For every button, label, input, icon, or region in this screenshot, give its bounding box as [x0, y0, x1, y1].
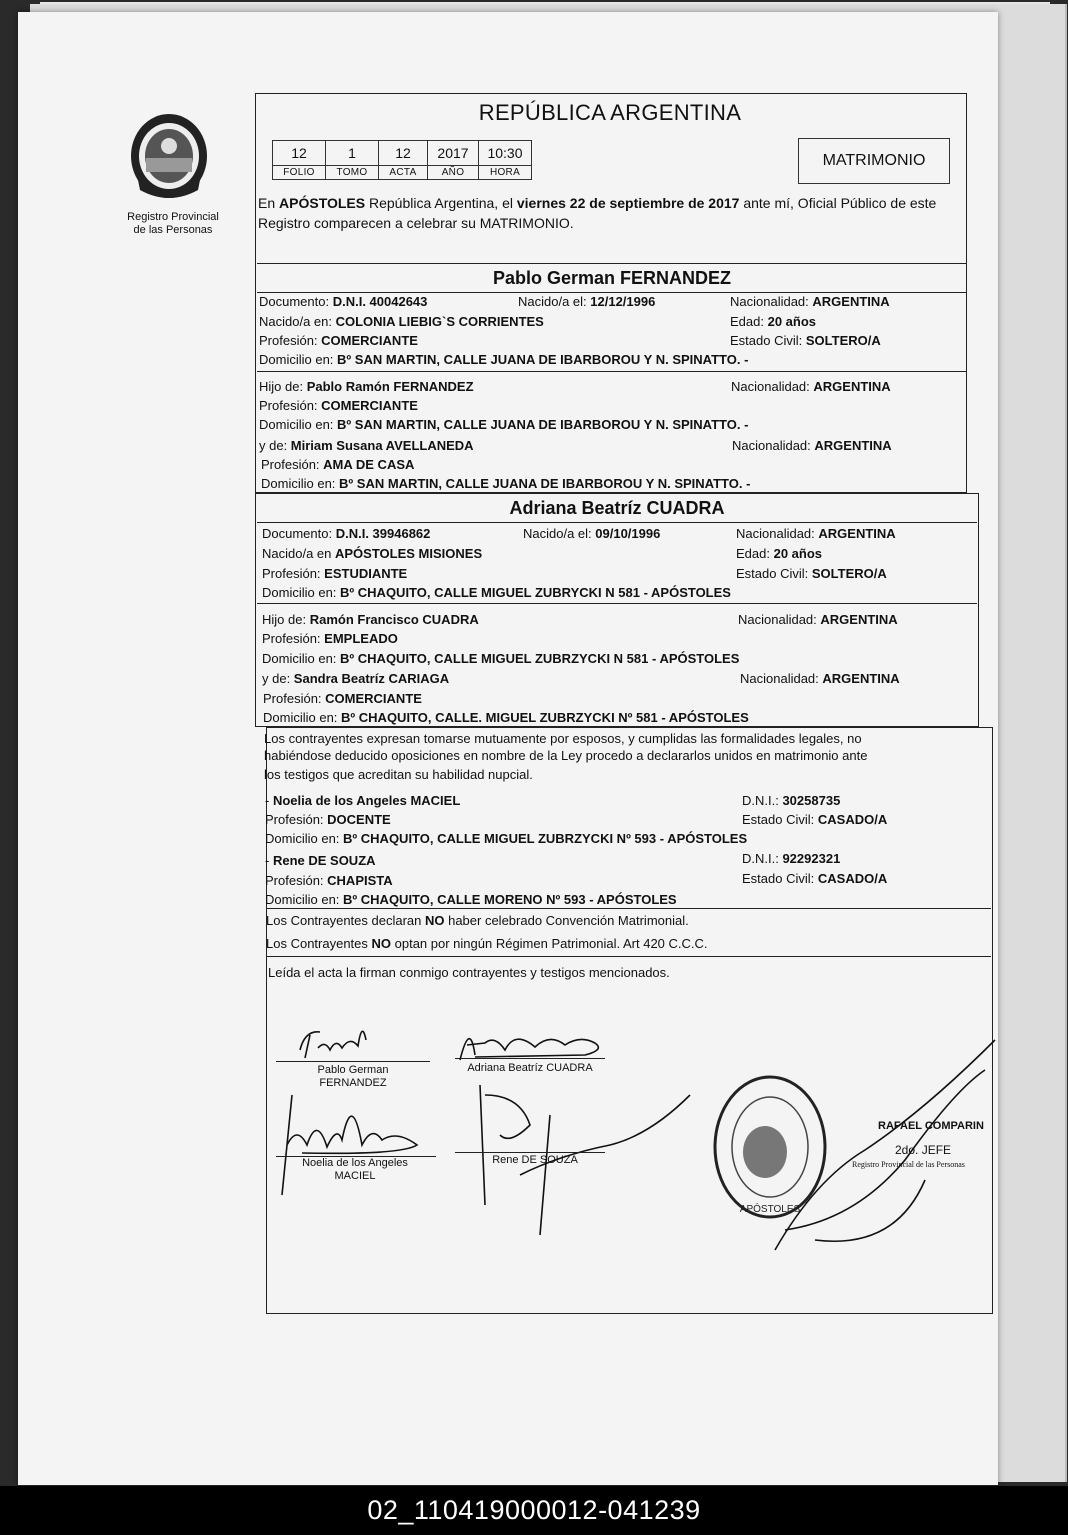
- reference-table: [272, 140, 532, 180]
- spouse1-doc: Documento: D.N.I. 40042643: [259, 294, 428, 309]
- stamp-registry: Registro Provincial de las Personas: [852, 1160, 965, 1169]
- spouse2-mother-dom: Domicilio en: Bº CHAQUITO, CALLE. MIGUEL ZUBRZYCKI Nº 581 - APÓSTOLES: [263, 710, 749, 725]
- registry-caption-line2: de las Personas: [133, 224, 213, 236]
- registry-caption-line1: Registro Provincial: [127, 211, 219, 223]
- witness1-dni: D.N.I.: 30258735: [742, 793, 841, 808]
- svg-text:APÓSTOLES: APÓSTOLES: [739, 1204, 801, 1215]
- spouse2-birthplace: Nacido/a en APÓSTOLES MISIONES: [262, 546, 483, 561]
- spouse2-mother: y de: Sandra Beatríz CARIAGA: [262, 671, 450, 686]
- spouse1-birthplace: Nacido/a en: COLONIA LIEBIG`S CORRIENTES: [259, 314, 544, 329]
- spouse1-mother-nat: Nacionalidad: ARGENTINA: [732, 438, 892, 453]
- signature-label-witness2: Rene DE SOUZA: [492, 1154, 578, 1166]
- spouse2-age: Edad: 20 años: [736, 546, 823, 561]
- witness1-prof: Profesión: DOCENTE: [265, 812, 391, 827]
- witness2-civil: Estado Civil: CASADO/A: [742, 871, 888, 886]
- spouse1-mother: y de: Miriam Susana AVELLANEDA: [259, 438, 474, 453]
- spouse2-doc: Documento: D.N.I. 39946862: [262, 526, 431, 541]
- spouse1-born: Nacido/a el: 12/12/1996: [518, 294, 656, 309]
- acta-value: 12: [379, 141, 428, 166]
- spouse2-dom: Domicilio en: Bº CHAQUITO, CALLE MIGUEL ZUBRYCKI N 581 - APÓSTOLES: [262, 585, 731, 600]
- spouse1-father: Hijo de: Pablo Ramón FERNANDEZ: [259, 379, 474, 394]
- official-signature: [755, 1030, 1005, 1270]
- registry-caption: [110, 211, 236, 237]
- tomo-label: TOMO: [326, 166, 379, 180]
- spouse1-father-dom: Domicilio en: Bº SAN MARTIN, CALLE JUANA DE IBARBOROU Y N. SPINATTO. -: [259, 417, 749, 432]
- spouse2-father-nat: Nacionalidad: ARGENTINA: [738, 612, 898, 627]
- spouse1-father-nat: Nacionalidad: ARGENTINA: [731, 379, 891, 394]
- divider: [257, 603, 977, 604]
- spouse2-nat: Nacionalidad: ARGENTINA: [736, 526, 896, 541]
- signature-witness1: [272, 1085, 432, 1205]
- act-type-box: MATRIMONIO: [798, 138, 950, 184]
- spouse1-mother-prof: Profesión: AMA DE CASA: [261, 457, 415, 472]
- convention-line2: Los Contrayentes NO optan por ningún Régimen Patrimonial. Art 420 C.C.C.: [266, 936, 708, 951]
- divider: [257, 371, 967, 372]
- witness1-name: - Noelia de los Angeles MACIEL: [265, 793, 461, 808]
- signature-line: [455, 1058, 605, 1059]
- barcode-footer: 02_110419000012-041239: [0, 1486, 1068, 1535]
- spouse2-father-prof: Profesión: EMPLEADO: [262, 631, 398, 646]
- spouse1-civil: Estado Civil: SOLTERO/A: [730, 333, 881, 348]
- signature-label-witness1: Noelia de los Angeles MACIEL: [302, 1157, 408, 1182]
- witness2-prof: Profesión: CHAPISTA: [265, 873, 393, 888]
- hora-value: 10:30: [479, 141, 532, 166]
- declaration-line2: habiéndose deducido oposiciones en nombre de la Ley procedo a declararlos unidos en matrimonio ante: [264, 748, 868, 763]
- closing-statement: Leída el acta la firman conmigo contrayentes y testigos mencionados.: [268, 965, 670, 980]
- witness2-dni: D.N.I.: 92292321: [742, 851, 841, 866]
- province-shield-logo: [128, 110, 210, 202]
- intro-paragraph: En APÓSTOLES República Argentina, el viernes 22 de septiembre de 2017 ante mí, Oficial Público de este Registro comparecen a celebrar su MATRIMONIO.: [258, 195, 937, 231]
- divider: [266, 908, 991, 909]
- spouse2-father: Hijo de: Ramón Francisco CUADRA: [262, 612, 479, 627]
- witness1-civil: Estado Civil: CASADO/A: [742, 812, 888, 827]
- convention-line1: Los Contrayentes declaran NO haber celebrado Convención Matrimonial.: [266, 913, 689, 928]
- signature-label-spouse1: Pablo German FERNANDEZ: [317, 1064, 389, 1089]
- stamp-title: 2do. JEFE: [895, 1143, 952, 1157]
- signature-line: [276, 1061, 430, 1062]
- hora-label: HORA: [479, 166, 532, 180]
- declaration-line3: los testigos que acreditan su habilidad nupcial.: [264, 767, 533, 782]
- spouse1-dom: Domicilio en: Bº SAN MARTIN, CALLE JUANA DE IBARBOROU Y N. SPINATTO. -: [259, 352, 749, 367]
- spouse1-mother-dom: Domicilio en: Bº SAN MARTIN, CALLE JUANA DE IBARBOROU Y N. SPINATTO. -: [261, 476, 751, 491]
- spouse1-name: Pablo German FERNANDEZ: [257, 263, 967, 293]
- tomo-value: 1: [326, 141, 379, 166]
- declaration-line1: Los contrayentes expresan tomarse mutuamente por esposos, y cumplidas las formalidades legales, no: [264, 731, 862, 746]
- signature-label-spouse2: Adriana Beatríz CUADRA: [467, 1062, 593, 1074]
- witness2-dom: Domicilio en: Bº CHAQUITO, CALLE MORENO Nº 593 - APÓSTOLES: [265, 892, 677, 907]
- signature-line: [455, 1152, 605, 1153]
- ano-label: AÑO: [428, 166, 479, 180]
- spouse1-age: Edad: 20 años: [730, 314, 817, 329]
- spouse1-nat: Nacionalidad: ARGENTINA: [730, 294, 890, 309]
- spouse2-name: Adriana Beatríz CUADRA: [257, 494, 977, 523]
- spouse2-prof: Profesión: ESTUDIANTE: [262, 566, 408, 581]
- spouse2-mother-prof: Profesión: COMERCIANTE: [263, 691, 422, 706]
- divider: [266, 956, 991, 957]
- ano-value: 2017: [428, 141, 479, 166]
- spouse2-mother-nat: Nacionalidad: ARGENTINA: [740, 671, 900, 686]
- witness1-dom: Domicilio en: Bº CHAQUITO, CALLE MIGUEL ZUBRZYCKI Nº 593 - APÓSTOLES: [265, 831, 748, 846]
- document-title: REPÚBLICA ARGENTINA: [478, 100, 742, 125]
- spouse2-civil: Estado Civil: SOLTERO/A: [736, 566, 887, 581]
- folio-label: FOLIO: [273, 166, 326, 180]
- spouse1-father-prof: Profesión: COMERCIANTE: [259, 398, 418, 413]
- acta-label: ACTA: [379, 166, 428, 180]
- stamp-name: RAFAEL COMPARIN: [878, 1120, 984, 1132]
- spouse2-father-dom: Domicilio en: Bº CHAQUITO, CALLE MIGUEL ZUBRZYCKI N 581 - APÓSTOLES: [262, 651, 740, 666]
- folio-value: 12: [273, 141, 326, 166]
- witness2-name: - Rene DE SOUZA: [265, 853, 376, 868]
- spouse2-born: Nacido/a el: 09/10/1996: [523, 526, 661, 541]
- spouse1-prof: Profesión: COMERCIANTE: [259, 333, 418, 348]
